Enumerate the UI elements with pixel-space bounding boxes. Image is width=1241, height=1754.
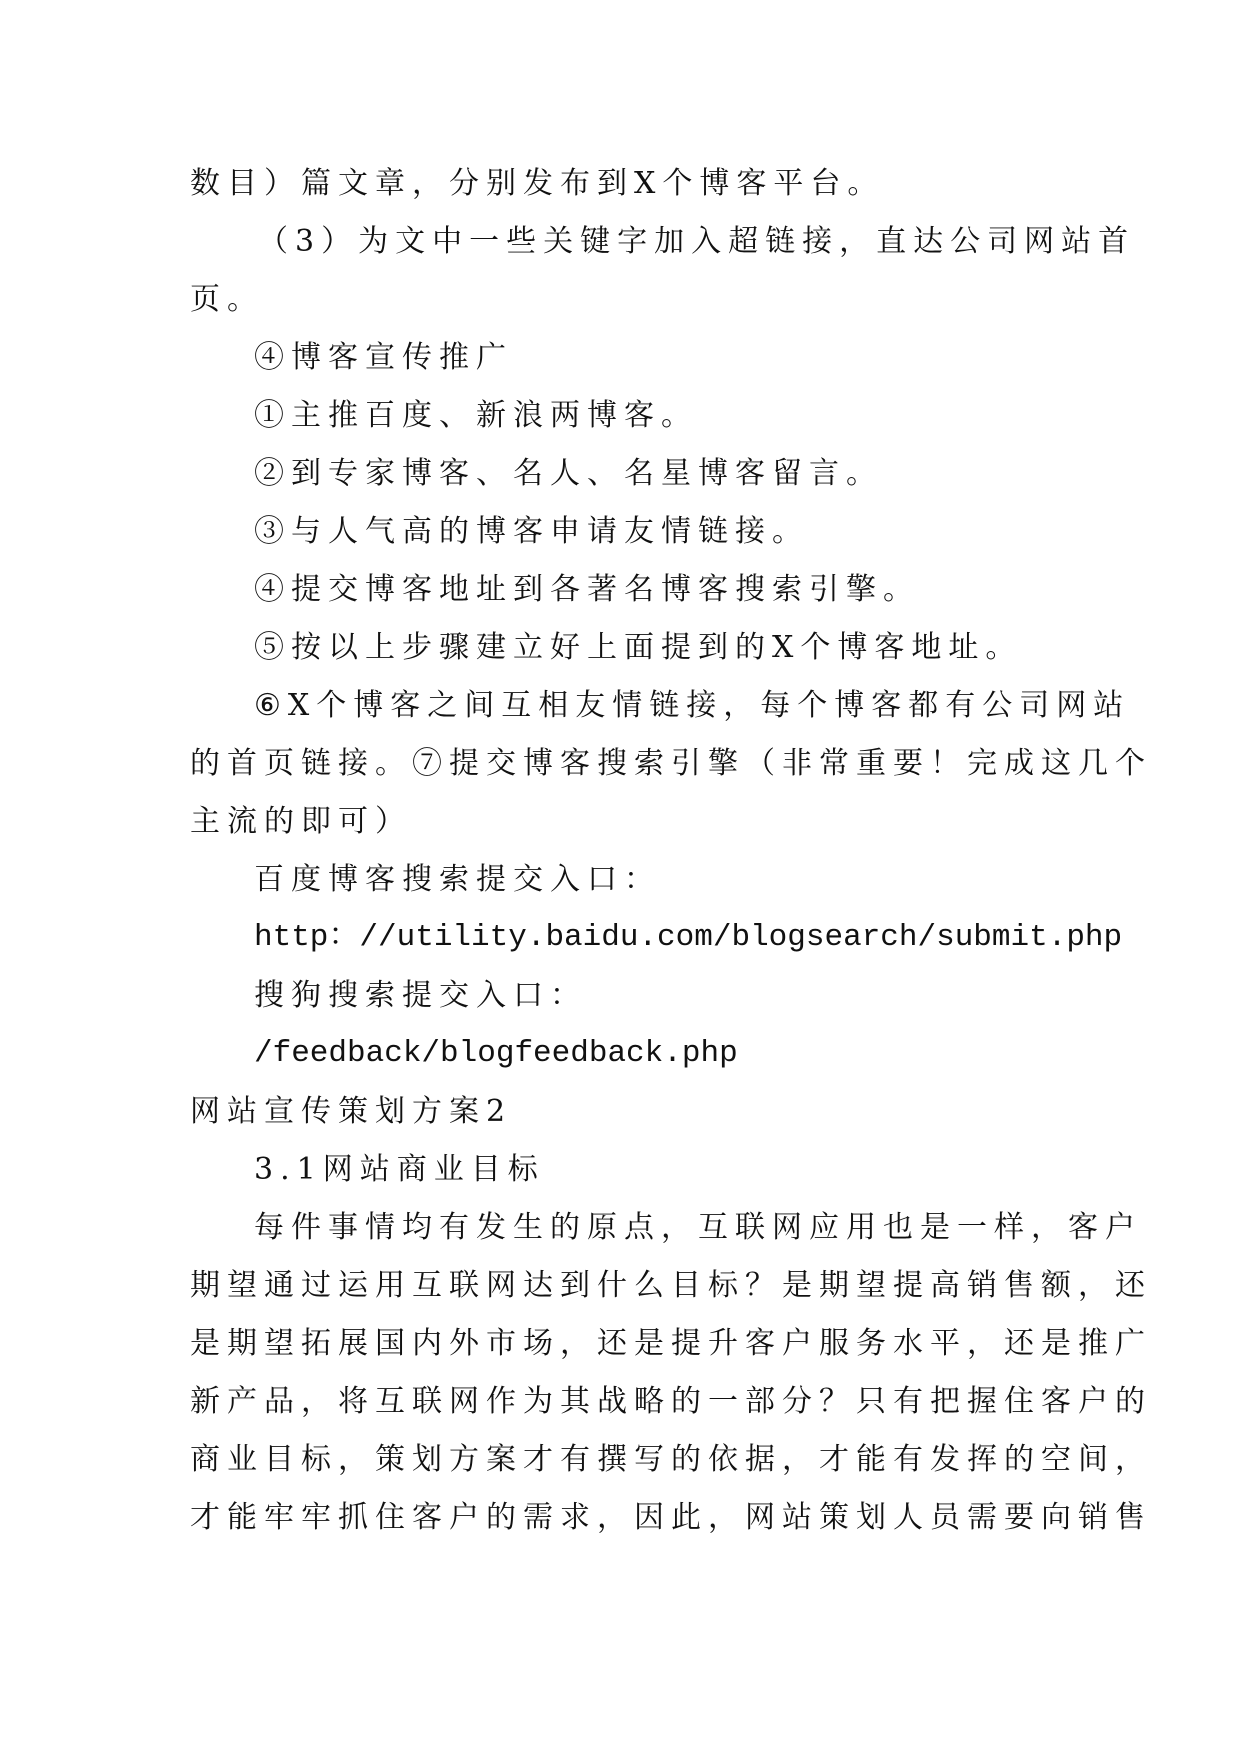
list-item: ⑤按以上步骤建立好上面提到的X个博客地址。: [254, 630, 1023, 665]
list-item: ③与人气高的博客申请友情链接。: [254, 514, 809, 549]
paragraph-line: 是期望拓展国内外市场，还是提升客户服务水平，还是推广: [190, 1326, 1152, 1361]
list-item: ②到专家博客、名人、名星博客留言。: [254, 456, 883, 491]
list-item: ④提交博客地址到各著名博客搜索引擎。: [254, 572, 920, 607]
url-text: /feedback/blogfeedback.php: [254, 1036, 738, 1071]
paragraph-line: 百度博客搜索提交入口：: [254, 862, 661, 897]
section-heading: ④博客宣传推广: [254, 340, 513, 375]
paragraph-line: 商业目标，策划方案才有撰写的依据，才能有发挥的空间，: [190, 1442, 1152, 1477]
paragraph-line: 页。: [190, 282, 264, 317]
url-text: http：//utility.baidu.com/blogsearch/submit.php: [254, 920, 1123, 955]
subsection-title: 3.1网站商业目标: [254, 1152, 545, 1187]
list-item: ⑥X个博客之间互相友情链接，每个博客都有公司网站: [254, 688, 1131, 723]
paragraph-line: 每件事情均有发生的原点，互联网应用也是一样，客户: [254, 1210, 1142, 1245]
paragraph-line: （3）为文中一些关键字加入超链接，直达公司网站首: [258, 224, 1136, 259]
list-item: ①主推百度、新浪两博客。: [254, 398, 698, 433]
paragraph-line: 搜狗搜索提交入口：: [254, 978, 587, 1013]
paragraph-line: 的首页链接。⑦提交博客搜索引擎（非常重要！完成这几个: [190, 746, 1152, 781]
paragraph-line: 数目）篇文章，分别发布到X个博客平台。: [190, 166, 885, 201]
paragraph-line: 才能牢牢抓住客户的需求，因此，网站策划人员需要向销售: [190, 1500, 1152, 1535]
paragraph-line: 新产品，将互联网作为其战略的一部分？只有把握住客户的: [190, 1384, 1152, 1419]
paragraph-line: 主流的即可）: [190, 804, 412, 839]
section-title: 网站宣传策划方案2: [190, 1094, 513, 1129]
paragraph-line: 期望通过运用互联网达到什么目标？是期望提高销售额，还: [190, 1268, 1152, 1303]
